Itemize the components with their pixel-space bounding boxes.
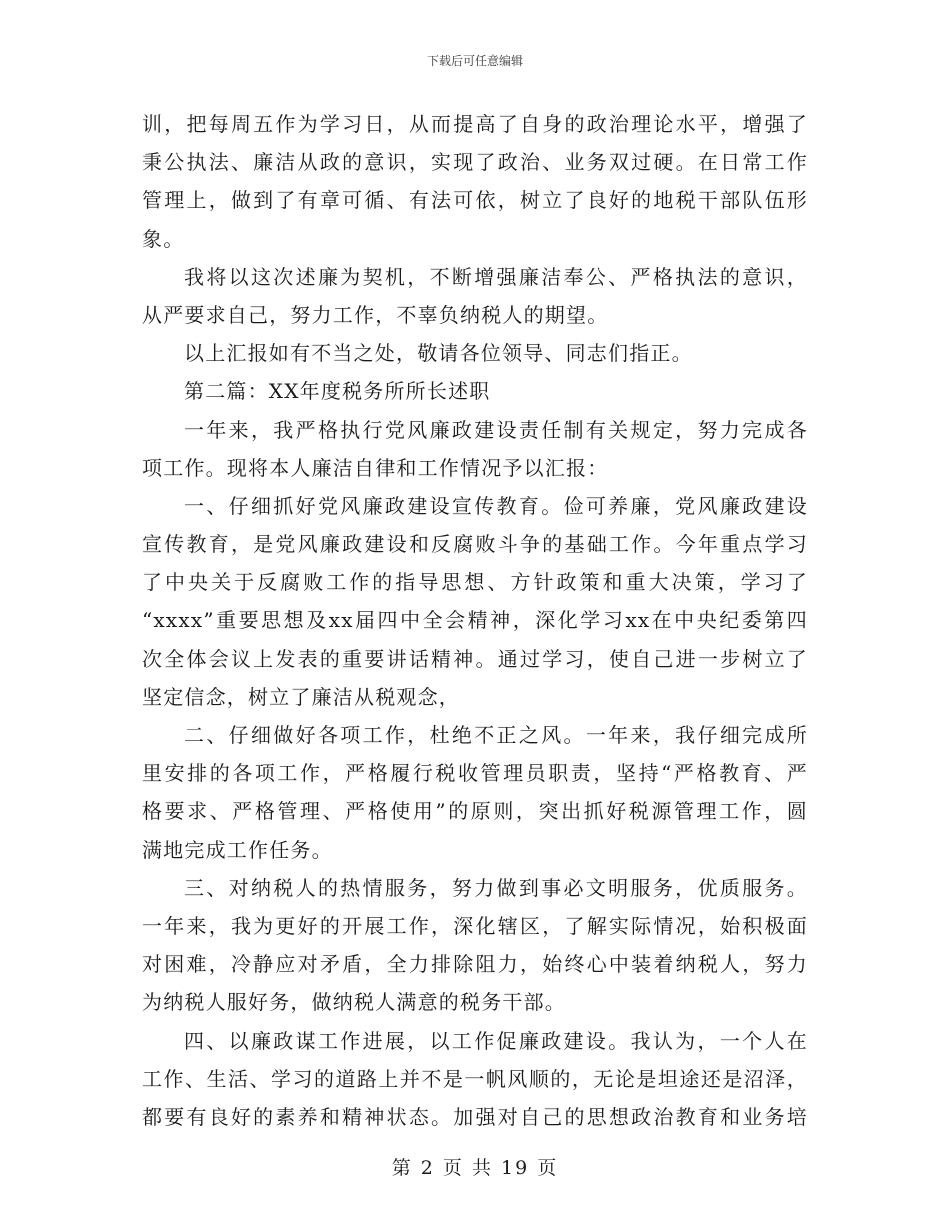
text-line: 为纳税人服好务，做纳税人满意的税务干部。 (142, 990, 566, 1015)
text-line: 第二篇：XX年度税务所所长述职 (184, 379, 491, 404)
text-line: 了中央关于反腐败工作的指导思想、方针政策和重大决策，学习了 (142, 570, 808, 595)
text-line: 次全体会议上发表的重要讲话精神。通过学习，使自己进一步树立了 (142, 646, 808, 671)
text-line: 对困难，冷静应对矛盾，全力排除阻力，始终心中装着纳税人，努力 (142, 952, 808, 977)
text-line: 我将以这次述廉为契机，不断增强廉洁奉公、严格执法的意识， (184, 264, 808, 289)
page-header-note: 下载后可任意编辑 (426, 54, 523, 68)
text-line: 一年来，我严格执行党风廉政建设责任制有关规定，努力完成各 (184, 417, 808, 442)
text-line: 二、仔细做好各项工作，杜绝不正之风。一年来，我仔细完成所 (184, 723, 808, 747)
text-line: 从严要求自己，努力工作，不辜负纳税人的期望。 (142, 302, 609, 327)
text-line: 里安排的各项工作，严格履行税收管理员职责，坚持“严格教育、严 (142, 761, 808, 786)
text-line: 训，把每周五作为学习日，从而提高了自身的政治理论水平，增强了 (142, 112, 808, 136)
text-line: 四、以廉政谋工作进展，以工作促廉政建设。我认为，一个人在 (184, 1028, 808, 1053)
text-line: 秉公执法、廉洁从政的意识，实现了政治、业务双过硬。在日常工作 (142, 150, 808, 175)
text-line: 满地完成工作任务。 (142, 837, 333, 862)
text-line: 象。 (142, 226, 185, 251)
text-line: 坚定信念，树立了廉洁从税观念， (142, 684, 460, 709)
text-line: 管理上，做到了有章可循、有法可依，树立了良好的地税干部队伍形 (142, 188, 808, 213)
text-line: 宣传教育，是党风廉政建设和反腐败斗争的基础工作。今年重点学习 (142, 532, 808, 557)
text-line: 以上汇报如有不当之处，敬请各位领导、同志们指正。 (184, 341, 693, 366)
text-line: “xxxx”重要思想及xx届四中全会精神，深化学习xx在中央纪委第四 (142, 608, 808, 633)
text-line: 一、仔细抓好党风廉政建设宣传教育。俭可养廉，党风廉政建设 (184, 493, 808, 518)
text-line: 三、对纳税人的热情服务，努力做到事必文明服务，优质服务。 (184, 875, 808, 900)
text-line: 项工作。现将本人廉洁自律和工作情况予以汇报： (142, 455, 609, 480)
document-body (142, 105, 808, 1136)
page-footer-number: 第 2 页 共 19 页 (391, 1157, 559, 1179)
text-line: 一年来，我为更好的开展工作，深化辖区，了解实际情况，始积极面 (142, 913, 808, 938)
text-line: 都要有良好的素养和精神状态。加强对自己的思想政治教育和业务培 (142, 1104, 808, 1129)
text-line: 工作、生活、学习的道路上并不是一帆风顺的，无论是坦途还是沼泽， (142, 1066, 808, 1091)
text-line: 格要求、严格管理、严格使用”的原则，突出抓好税源管理工作，圆 (142, 799, 808, 824)
